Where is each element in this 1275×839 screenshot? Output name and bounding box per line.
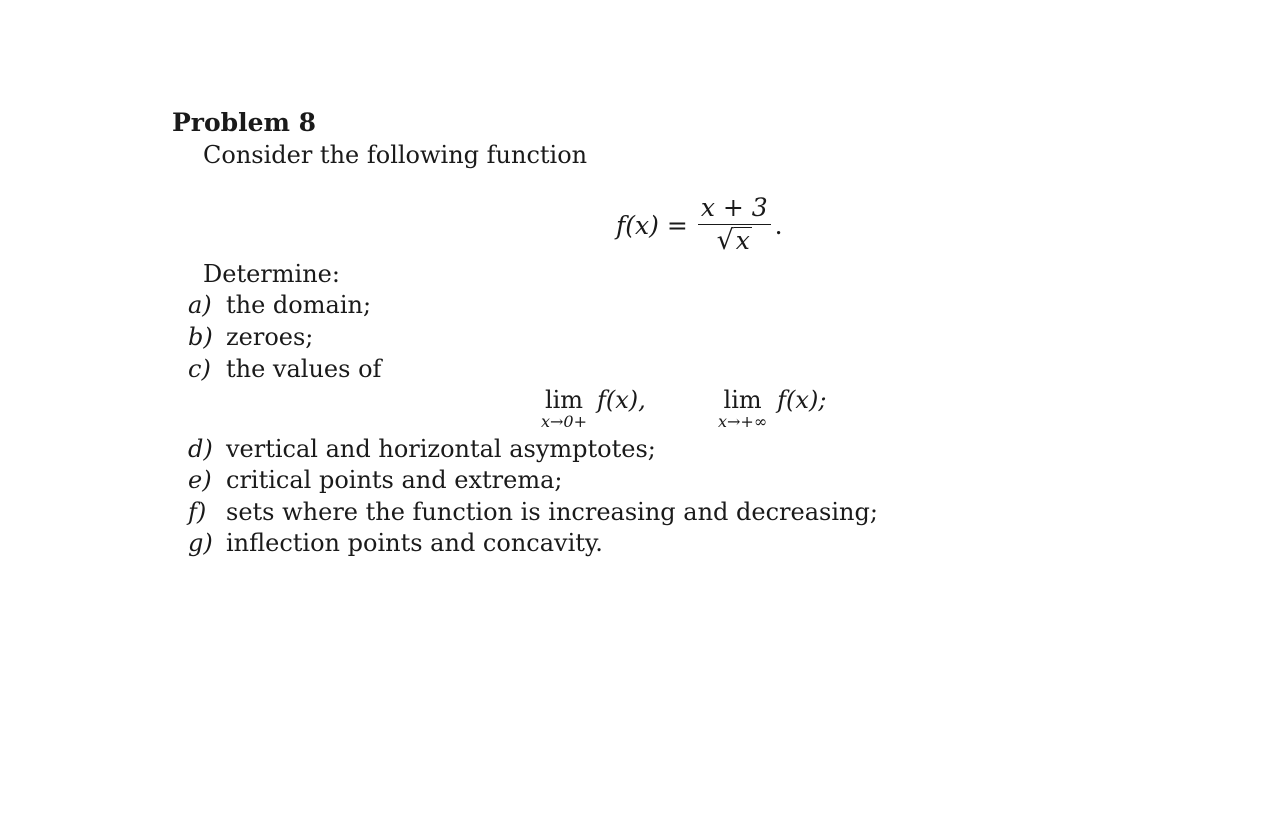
limit-expression: f(x); bbox=[777, 386, 827, 414]
problem-title: Problem 8 bbox=[172, 108, 317, 137]
limit-operator bbox=[718, 386, 767, 430]
lim-subscript: x→+∞ bbox=[718, 412, 768, 431]
limit-expression: f(x), bbox=[597, 386, 646, 414]
lim-word: lim bbox=[723, 386, 762, 414]
item-label: g) bbox=[188, 529, 213, 557]
item-label: d) bbox=[188, 435, 213, 463]
function-equation bbox=[616, 190, 783, 260]
item-label: f) bbox=[188, 498, 207, 526]
list-item-f bbox=[188, 497, 878, 527]
fraction-numerator: x + 3 bbox=[700, 192, 768, 222]
limit-operator bbox=[541, 386, 587, 430]
list-item-e bbox=[188, 465, 562, 495]
list-item-c bbox=[188, 354, 381, 384]
item-label: e) bbox=[188, 466, 212, 494]
item-text: inflection points and concavity. bbox=[226, 529, 603, 557]
equals-sign: = bbox=[666, 210, 688, 240]
item-label: a) bbox=[188, 291, 212, 319]
lim-subscript: x→0+ bbox=[541, 412, 588, 431]
item-text: critical points and extrema; bbox=[226, 466, 563, 494]
lim-word: lim bbox=[544, 386, 584, 414]
item-text: the domain; bbox=[226, 291, 372, 319]
radical-sign: √ bbox=[716, 225, 734, 257]
determine-heading: Determine: bbox=[203, 260, 340, 288]
radicand: x bbox=[735, 226, 750, 256]
item-text: vertical and horizontal asymptotes; bbox=[226, 435, 656, 463]
item-text: zeroes; bbox=[226, 323, 314, 351]
list-item-g bbox=[188, 528, 603, 558]
fraction bbox=[698, 192, 771, 257]
list-item-b bbox=[188, 322, 313, 352]
limit-infinity bbox=[718, 386, 826, 430]
item-text: the values of bbox=[226, 355, 382, 383]
item-label: c) bbox=[188, 355, 211, 383]
equation-lhs: f(x) bbox=[616, 210, 659, 240]
list-item-d bbox=[188, 434, 656, 464]
fraction-denominator bbox=[717, 225, 752, 255]
problem-intro: Consider the following function bbox=[203, 141, 588, 169]
equation-period: . bbox=[774, 210, 783, 240]
item-text: sets where the function is increasing and decreasing; bbox=[226, 498, 878, 526]
item-label: b) bbox=[188, 323, 213, 351]
list-item-a bbox=[188, 290, 371, 320]
limit-zero bbox=[541, 386, 646, 430]
